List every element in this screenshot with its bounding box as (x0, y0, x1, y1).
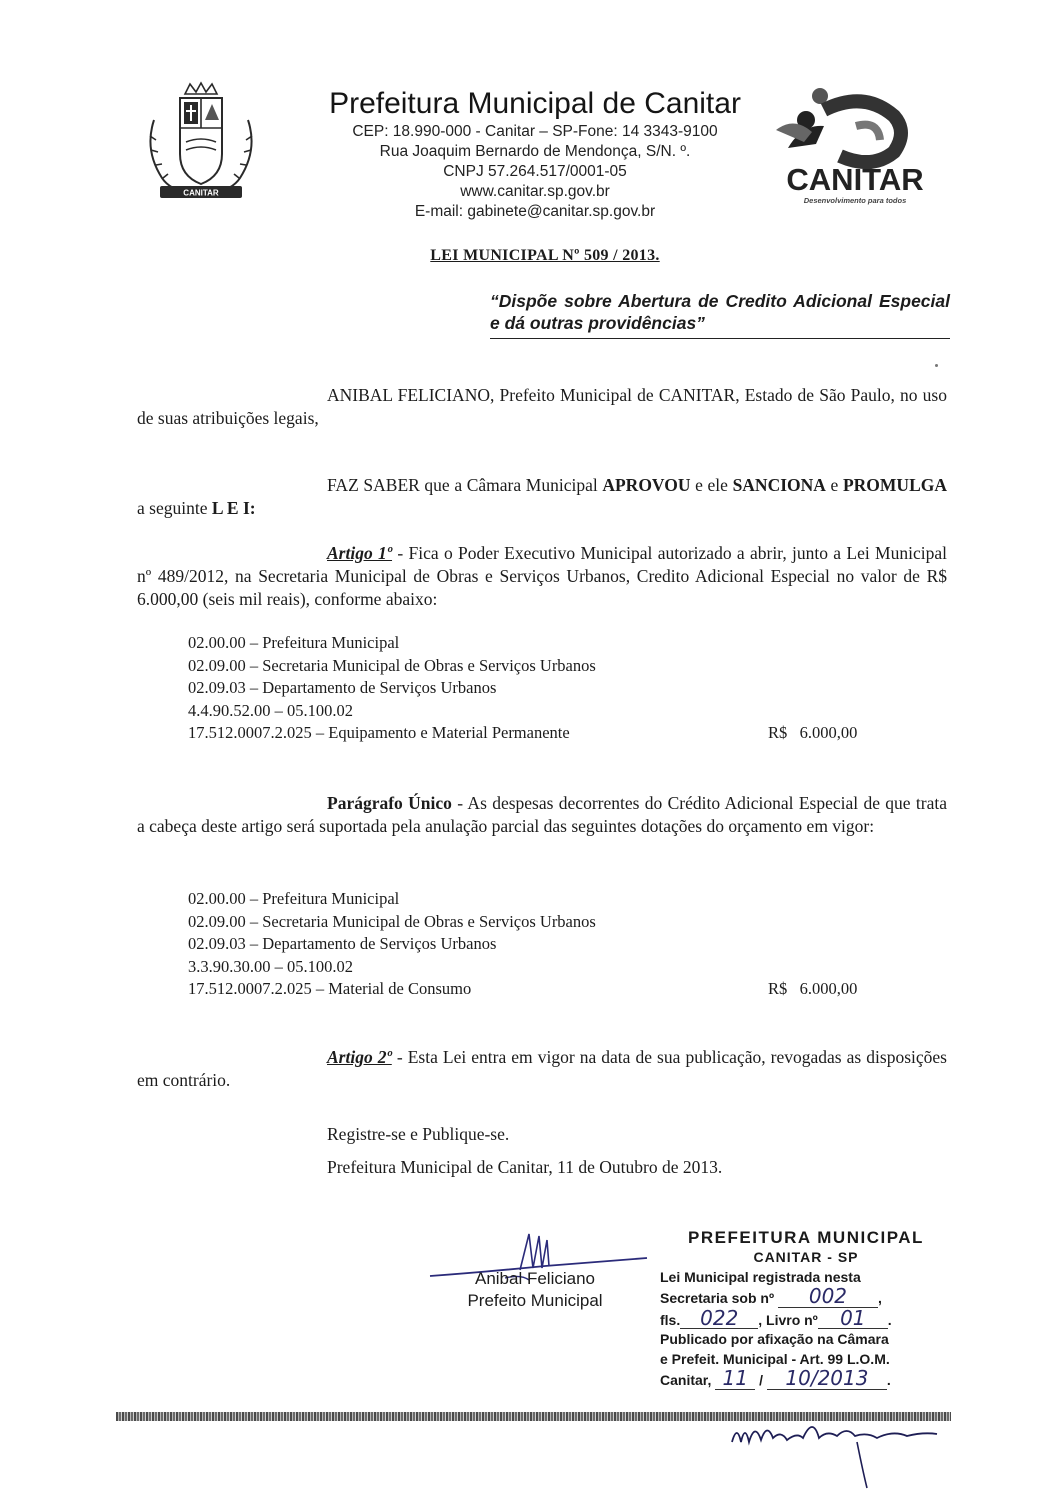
aprovou-text: APROVOU (602, 475, 691, 495)
list-item: 17.512.0007.2.025 – Material de Consumo R$ 6.000,00 (188, 978, 888, 1001)
amount-value: R$ 6.000,00 (768, 723, 858, 742)
handwritten-date: 10/2013 (767, 1369, 887, 1390)
municipal-crest-icon (140, 80, 262, 208)
canitar-logo-icon (768, 86, 943, 206)
stamp-date-line: Canitar, 11 / 10/2013 . (660, 1366, 891, 1390)
signature-block (430, 1268, 640, 1312)
list-item: 02.00.00 – Prefeitura Municipal (188, 633, 400, 652)
list-item: 02.09.00 – Secretaria Municipal de Obras e Serviços Urbanos (188, 911, 596, 931)
place-date-line: Prefeitura Municipal de Canitar, 11 de Outubro de 2013. (327, 1157, 723, 1177)
faz-saber-text: e (825, 475, 843, 495)
logo-tagline: Desenvolvimento para todos (803, 196, 907, 205)
scan-dot (935, 364, 938, 367)
handwritten-folio: 022 (680, 1309, 758, 1330)
faz-saber-paragraph (137, 474, 947, 520)
list-item: 02.09.00 – Secretaria Municipal de Obras e Serviços Urbanos (188, 655, 596, 675)
amount-value: R$ 6.000,00 (768, 979, 858, 998)
article-2-text: - Esta Lei entra em vigor na data de sua publicação, revogadas as disposições em contrário. (137, 1047, 947, 1090)
handwritten-day: 11 (715, 1369, 755, 1390)
list-item: 02.09.03 – Departamento de Serviços Urbanos (188, 678, 497, 697)
signer-role: Prefeito Municipal (467, 1291, 603, 1310)
article-2 (137, 1046, 947, 1092)
letterhead (300, 86, 770, 222)
intro-paragraph: ANIBAL FELICIANO, Prefeito Municipal de CANITAR, Estado de São Paulo, no uso de suas atribuições legais, (137, 385, 947, 428)
faz-saber-text: e ele (690, 475, 733, 495)
lei-text: L E I: (211, 498, 256, 518)
faz-saber-text: a seguinte (137, 498, 212, 518)
letterhead-title: Prefeitura Municipal de Canitar (329, 87, 741, 120)
letterhead-address-line: Rua Joaquim Bernardo de Mendonça, S/N. º. (379, 143, 691, 160)
handwritten-book: 01 (818, 1309, 888, 1330)
budget-list-credit (188, 632, 888, 745)
sanciona-text: SANCIONA (732, 475, 826, 495)
paragrafo-text: - As despesas decorrentes do Crédito Adicional Especial de que trata a cabeça deste artigo será suportada pela anulação parcial das seguintes dotações do orçamento em vigor: (137, 793, 947, 836)
letterhead-email: E-mail: gabinete@canitar.sp.gov.br (414, 203, 656, 220)
list-item: 3.3.90.30.00 – 05.100.02 (188, 956, 353, 976)
paragrafo-unico (137, 792, 947, 838)
article-2-label: Artigo 2º (327, 1047, 392, 1067)
stamp-subtitle: CANITAR - SP (753, 1249, 859, 1265)
stamp-title: PREFEITURA MUNICIPAL (688, 1228, 924, 1247)
handwritten-initials (727, 1412, 957, 1492)
letterhead-website: www.canitar.sp.gov.br (460, 183, 610, 200)
article-1-text: - Fica o Poder Executivo Municipal autorizado a abrir, junto a Lei Municipal nº 489/2012, na Secretaria Municipal de Obras e Serviços Urbanos, Credito Adicional Especial no valor de R$ 6.000,00 (seis mil reais), conforme abaixo: (137, 543, 947, 609)
crest-label: CANITAR (183, 188, 219, 198)
article-1-label: Artigo 1º (327, 543, 393, 563)
stamp-folio-line: fls. 022 , Livro nº 01 . (660, 1305, 892, 1330)
stamp-line: e Prefeit. Municipal - Art. 99 L.O.M. (660, 1350, 890, 1367)
budget-list-reduction (188, 888, 888, 1001)
promulga-text: PROMULGA (842, 475, 947, 495)
list-item: 17.512.0007.2.025 – Equipamento e Material Permanente R$ 6.000,00 (188, 722, 888, 745)
faz-saber-text: FAZ SABER que a Câmara Municipal (327, 475, 603, 495)
stamp-line: Publicado por afixação na Câmara (660, 1331, 889, 1347)
stamp-registration-line: Secretaria sob nº 002 , (660, 1284, 882, 1308)
letterhead-cnpj: CNPJ 57.264.517/0001-05 (443, 163, 627, 180)
law-ementa: “Dispõe sobre Abertura de Credito Adicional Especial e dá outras providências” (490, 290, 950, 339)
registre-line: Registre-se e Publique-se. (327, 1124, 510, 1144)
list-item: 4.4.90.52.00 – 05.100.02 (188, 700, 353, 720)
paragrafo-label: Parágrafo Único (327, 793, 452, 813)
logo-name: CANITAR (786, 162, 924, 197)
registration-stamp (660, 1228, 952, 1391)
list-item: 02.09.03 – Departamento de Serviços Urbanos (188, 934, 497, 953)
article-1 (137, 542, 947, 611)
law-title: LEI MUNICIPAL Nº 509 / 2013. (430, 247, 660, 264)
stamp-line: Lei Municipal registrada nesta (660, 1268, 861, 1285)
handwritten-reg-number: 002 (778, 1287, 878, 1308)
letterhead-address-line: CEP: 18.990-000 - Canitar – SP-Fone: 14 3343-9100 (352, 123, 718, 140)
signer-name: Anibal Feliciano (474, 1269, 595, 1288)
list-item: 02.00.00 – Prefeitura Municipal (188, 889, 400, 908)
